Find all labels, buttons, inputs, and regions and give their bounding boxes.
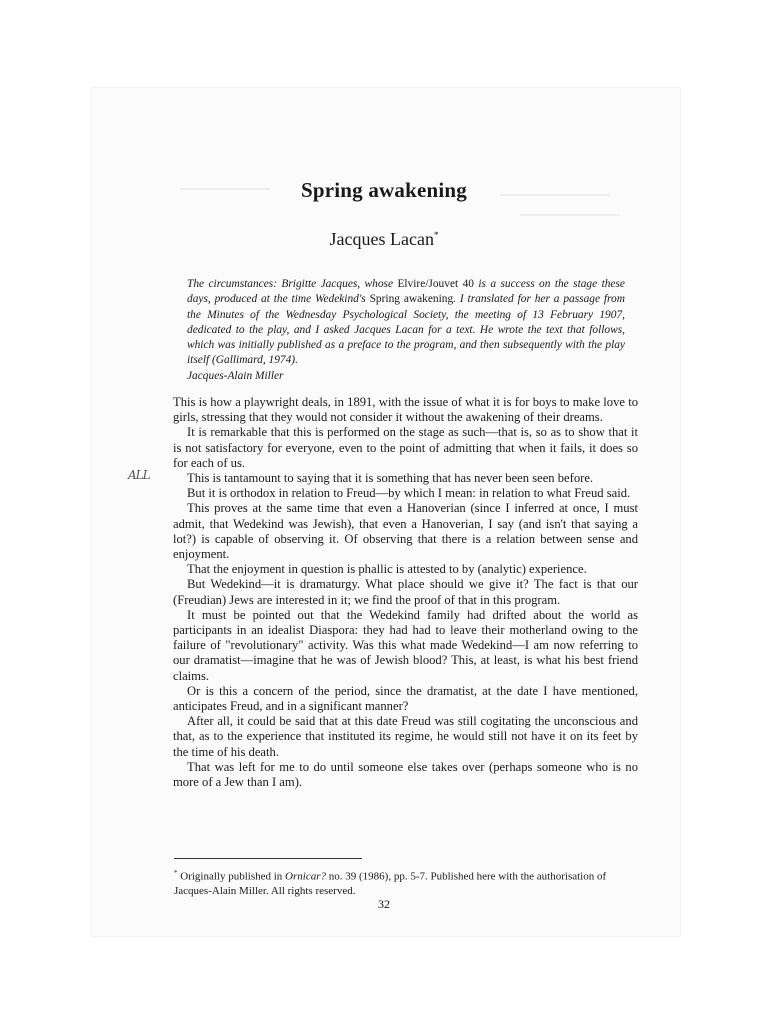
article-author	[0, 229, 768, 250]
body-paragraph: But it is orthodox in relation to Freud—by which I mean: in relation to what Freud said.	[187, 486, 631, 501]
author-name: Jacques Lacan	[329, 229, 434, 249]
body-paragraph: This is tantamount to saying that it is something that has never been seen before.	[187, 471, 594, 486]
intro-signature: Jacques-Alain Miller	[187, 369, 284, 382]
footnote	[174, 866, 634, 898]
intro-text: The circumstances: Brigitte Jacques, whose	[187, 278, 398, 290]
article-body	[173, 395, 638, 790]
body-paragraph: It must be pointed out that the Wedekind family had drifted about the world as participants in an idealist Diaspora: they had had to leave their motherland owing to the failure of "revolutionary" activity. Was this what made Wedekind—I am now referring to our dramatist—imagine that he was of Jewish blood? This, at least, is what his best friend claims.	[173, 607, 638, 683]
body-paragraph: That was left for me to do until someone else takes over (perhaps someone who is no more of a Jew than I am).	[173, 759, 638, 790]
body-paragraph: It is remarkable that this is performed on the stage as such—that is, so as to show that it is not satisfactory for everyone, even to the point of admitting that when it fails, it does so for each of us.	[173, 425, 638, 470]
footnote-mark: *	[174, 869, 178, 877]
page-number: 32	[378, 897, 390, 911]
footnote-text: no. 39 (1986), pp. 5-7. Published here with the authorisation of Jacques-Alain Miller. All rights reserved.	[174, 870, 607, 897]
body-paragraph: But Wedekind—it is dramaturgy. What place should we give it? The fact is that our (Freudian) Jews are interested in it; we find the proof of that in this program.	[173, 577, 638, 607]
bleed-through-line	[520, 214, 620, 216]
body-paragraph: Or is this a concern of the period, since the dramatist, at the date I have mentioned, anticipates Freud, and in a significant manner?	[173, 683, 638, 714]
article-title: Spring awakening	[300, 178, 467, 202]
footnote-journal: Ornicar?	[285, 870, 326, 883]
body-paragraph: After all, it could be said that at this date Freud was still cogitating the unconscious and that, as to the experience that instituted its regime, he would still not have it on its feet by the time of his death.	[173, 714, 638, 759]
footnote-text: Originally published in	[177, 870, 286, 883]
editor-introduction	[187, 277, 625, 384]
body-paragraph: This is how a playwright deals, in 1891, with the issue of what it is for boys to make love to girls, stressing that they would not consider it without the awakening of their dreams.	[173, 395, 638, 425]
body-paragraph: That the enjoyment in question is phallic is attested to by (analytic) experience.	[187, 562, 587, 577]
intro-text: . I translated for her a passage from the Minutes of the Wednesday Psychological Society, the meeting of 13 February 1907, dedicated to the play, and I asked Jacques Lacan for a text. He wrote the text that follows, which was initially published as a preface to the program, and then subsequently with the play itself (Gallimard, 1974).	[187, 293, 625, 367]
handwritten-margin-note: ALL	[128, 468, 150, 482]
intro-play-title: Elvire/Jouvet 40	[397, 278, 474, 290]
intro-play-title: Spring awakening	[369, 293, 454, 306]
body-paragraph: This proves at the same time that even a Hanoverian (since I inferred at once, I must admit, that Wedekind was Jewish), that even a Hanoverian, I say (and isn't that saying a lot?) is capable of observing it. Of observing that there is a relation between sense and enjoyment.	[173, 501, 638, 562]
intro-text: is a success on the stage these days, produced at the time Wedekind's	[187, 278, 625, 306]
author-footnote-mark: *	[433, 230, 439, 240]
footnote-divider	[174, 858, 362, 859]
